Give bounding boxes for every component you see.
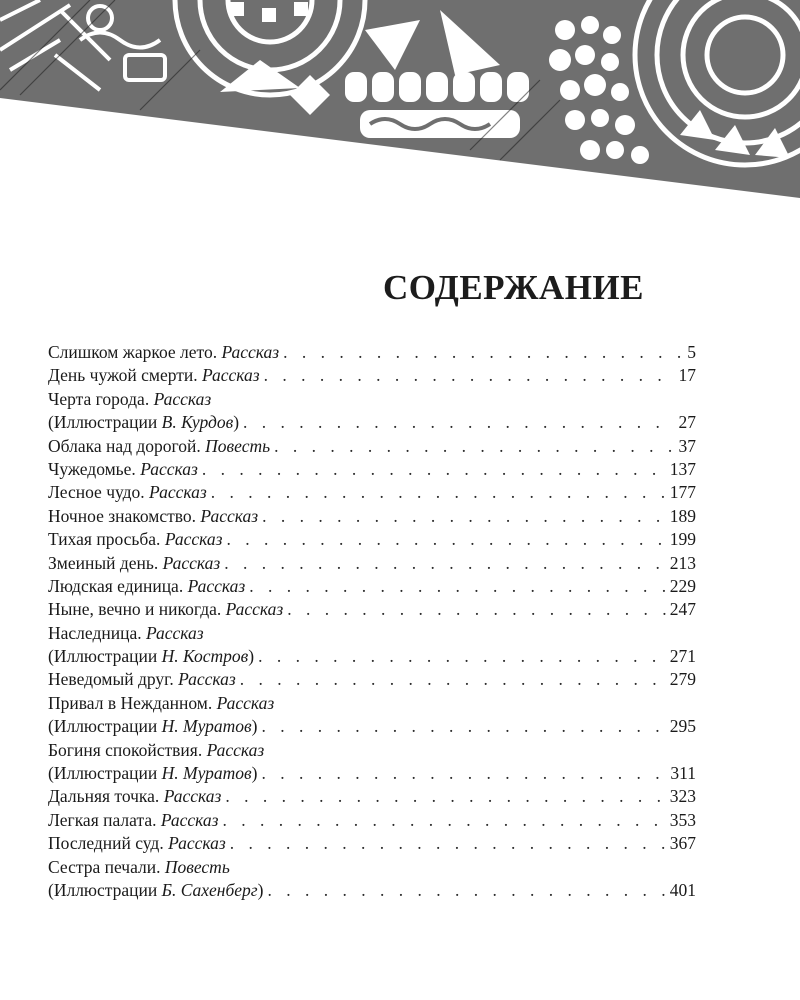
entry-title: Дальняя точка. bbox=[48, 786, 160, 807]
entry-genre: Рассказ bbox=[163, 786, 222, 807]
dot-leader bbox=[224, 552, 666, 575]
entry-title: День чужой смерти. bbox=[48, 365, 198, 386]
toc-entry-line bbox=[48, 435, 696, 458]
illustrator-name: В. Курдов bbox=[161, 412, 234, 433]
page-number: 271 bbox=[669, 646, 696, 667]
entry-title: Ныне, вечно и никогда. bbox=[48, 599, 222, 620]
dot-leader bbox=[240, 668, 666, 691]
table-of-contents bbox=[48, 341, 696, 902]
entry-genre: Рассказ bbox=[178, 669, 236, 690]
page-number: 5 bbox=[687, 342, 696, 362]
entry-title: Неведомый друг. bbox=[48, 669, 174, 690]
entry-title: Тихая просьба. bbox=[48, 529, 161, 550]
entry-title: Чужедомье. bbox=[48, 458, 136, 479]
entry-title: Ночное знакомство. bbox=[48, 505, 197, 526]
toc-entry-text bbox=[48, 505, 258, 528]
toc-entry-text bbox=[48, 739, 264, 762]
toc-entry-line bbox=[48, 505, 696, 528]
entry-title: Последний суд. bbox=[48, 833, 164, 854]
dot-leader bbox=[267, 879, 665, 902]
page-number: 229 bbox=[669, 575, 696, 596]
toc-entry-line bbox=[48, 809, 696, 832]
entry-genre: Рассказ bbox=[162, 552, 221, 573]
credit-prefix: (Иллюстрации bbox=[48, 879, 158, 900]
toc-entry-line bbox=[48, 575, 696, 598]
dot-leader bbox=[283, 341, 683, 364]
entry-title: Привал в Нежданном. bbox=[48, 692, 213, 713]
dot-leader bbox=[225, 785, 665, 808]
dot-leader bbox=[211, 481, 666, 504]
page-number: 311 bbox=[670, 763, 696, 784]
entry-title: Людская единица. bbox=[48, 575, 184, 596]
toc-entry-line bbox=[48, 388, 696, 411]
toc-entry-text bbox=[48, 598, 283, 621]
dot-leader bbox=[230, 832, 666, 855]
page-number: 367 bbox=[669, 833, 696, 854]
page-number: 17 bbox=[678, 365, 696, 386]
toc-entry-text bbox=[48, 809, 218, 832]
toc-entry-text bbox=[48, 435, 270, 458]
credit-suffix: ) bbox=[251, 716, 258, 737]
entry-genre: Повесть bbox=[205, 435, 271, 456]
toc-entry-line bbox=[48, 552, 696, 575]
toc-entry-text bbox=[48, 341, 279, 364]
toc-entry-text bbox=[48, 388, 211, 411]
credit-prefix: (Иллюстрации bbox=[48, 763, 158, 784]
entry-genre: Рассказ bbox=[160, 809, 219, 830]
toc-entry-text bbox=[48, 715, 257, 738]
page-number: 37 bbox=[678, 435, 696, 456]
toc-entry-text bbox=[48, 832, 226, 855]
dot-leader bbox=[261, 715, 665, 738]
entry-title: Лесное чудо. bbox=[48, 482, 145, 503]
credit-prefix: (Иллюстрации bbox=[48, 412, 158, 433]
credit-suffix: ) bbox=[248, 646, 255, 667]
toc-entry-text bbox=[48, 645, 254, 668]
entry-genre: Рассказ bbox=[168, 833, 226, 854]
toc-entry-line bbox=[48, 411, 696, 434]
toc-entry-line bbox=[48, 692, 696, 715]
entry-genre: Рассказ bbox=[149, 482, 207, 503]
decorative-ornament-banner bbox=[0, 0, 800, 200]
toc-entry-text bbox=[48, 762, 257, 785]
toc-entry-line bbox=[48, 364, 696, 387]
entry-genre: Рассказ bbox=[206, 739, 265, 760]
entry-title: Слишком жаркое лето. bbox=[48, 342, 218, 362]
toc-entry-line bbox=[48, 715, 696, 738]
page-number: 177 bbox=[669, 482, 696, 503]
toc-entry-text bbox=[48, 692, 274, 715]
toc-entry-text bbox=[48, 411, 239, 434]
page-title: СОДЕРЖАНИЕ bbox=[383, 268, 645, 307]
page-number: 247 bbox=[669, 599, 696, 620]
toc-entry-line bbox=[48, 341, 696, 364]
toc-entry-line bbox=[48, 458, 696, 481]
entry-title: Змеиный день. bbox=[48, 552, 159, 573]
entry-genre: Рассказ bbox=[202, 365, 260, 386]
entry-genre: Рассказ bbox=[216, 692, 275, 713]
dot-leader bbox=[262, 505, 666, 528]
toc-entry-line bbox=[48, 832, 696, 855]
toc-entry-text bbox=[48, 481, 207, 504]
dot-leader bbox=[261, 762, 666, 785]
toc-entry-line bbox=[48, 785, 696, 808]
toc-entry-text bbox=[48, 528, 222, 551]
toc-entry-text bbox=[48, 668, 236, 691]
page-number: 323 bbox=[669, 786, 696, 807]
entry-title: Легкая палата. bbox=[48, 809, 157, 830]
credit-prefix: (Иллюстрации bbox=[48, 646, 158, 667]
entry-genre: Рассказ bbox=[140, 458, 198, 479]
dot-leader bbox=[243, 411, 674, 434]
dot-leader bbox=[274, 435, 674, 458]
entry-title: Облака над дорогой. bbox=[48, 435, 201, 456]
credit-suffix: ) bbox=[233, 412, 240, 433]
dot-leader bbox=[226, 528, 665, 551]
dot-leader bbox=[202, 458, 666, 481]
toc-entry-line bbox=[48, 739, 696, 762]
credit-prefix: (Иллюстрации bbox=[48, 716, 158, 737]
credit-suffix: ) bbox=[251, 763, 258, 784]
page-number: 295 bbox=[669, 716, 696, 737]
illustrator-name: Н. Костров bbox=[161, 646, 249, 667]
toc-entry-line bbox=[48, 622, 696, 645]
page-number: 137 bbox=[669, 458, 696, 479]
entry-title: Сестра печали. bbox=[48, 856, 161, 877]
page-number: 401 bbox=[669, 879, 696, 900]
toc-entry-text bbox=[48, 785, 221, 808]
dot-leader bbox=[287, 598, 665, 621]
page-number: 279 bbox=[669, 669, 696, 690]
entry-genre: Рассказ bbox=[145, 622, 204, 643]
dot-leader bbox=[222, 809, 665, 832]
toc-entry-text bbox=[48, 575, 245, 598]
toc-entry-text bbox=[48, 856, 230, 879]
credit-suffix: ) bbox=[257, 879, 264, 900]
page-number: 189 bbox=[669, 505, 696, 526]
toc-entry-line bbox=[48, 528, 696, 551]
toc-entry-line bbox=[48, 481, 696, 504]
dot-leader bbox=[264, 364, 675, 387]
entry-genre: Рассказ bbox=[225, 599, 284, 620]
entry-genre: Повесть bbox=[164, 856, 230, 877]
illustrator-name: Н. Муратов bbox=[161, 716, 252, 737]
entry-title: Наследница. bbox=[48, 622, 142, 643]
toc-entry-line bbox=[48, 598, 696, 621]
page-number: 27 bbox=[678, 412, 696, 433]
entry-genre: Рассказ bbox=[164, 529, 223, 550]
toc-entry-line bbox=[48, 879, 696, 902]
entry-genre: Рассказ bbox=[221, 342, 280, 362]
toc-entry-text bbox=[48, 364, 260, 387]
page-number: 213 bbox=[669, 552, 696, 573]
illustrator-name: Н. Муратов bbox=[161, 763, 252, 784]
entry-genre: Рассказ bbox=[187, 575, 246, 596]
page-number: 199 bbox=[669, 529, 696, 550]
entry-genre: Рассказ bbox=[200, 505, 259, 526]
toc-entry-line bbox=[48, 645, 696, 668]
toc-entry-line bbox=[48, 856, 696, 879]
toc-entry-line bbox=[48, 668, 696, 691]
toc-entry-text bbox=[48, 622, 204, 645]
dot-leader bbox=[249, 575, 666, 598]
dot-leader bbox=[258, 645, 666, 668]
entry-title: Черта города. bbox=[48, 388, 150, 409]
entry-genre: Рассказ bbox=[153, 388, 212, 409]
entry-title: Богиня спокойствия. bbox=[48, 739, 203, 760]
illustrator-name: Б. Сахенберг bbox=[161, 879, 258, 900]
toc-entry-text bbox=[48, 879, 263, 902]
toc-entry-line bbox=[48, 762, 696, 785]
toc-entry-text bbox=[48, 458, 198, 481]
page-number: 353 bbox=[669, 809, 696, 830]
toc-entry-text bbox=[48, 552, 220, 575]
